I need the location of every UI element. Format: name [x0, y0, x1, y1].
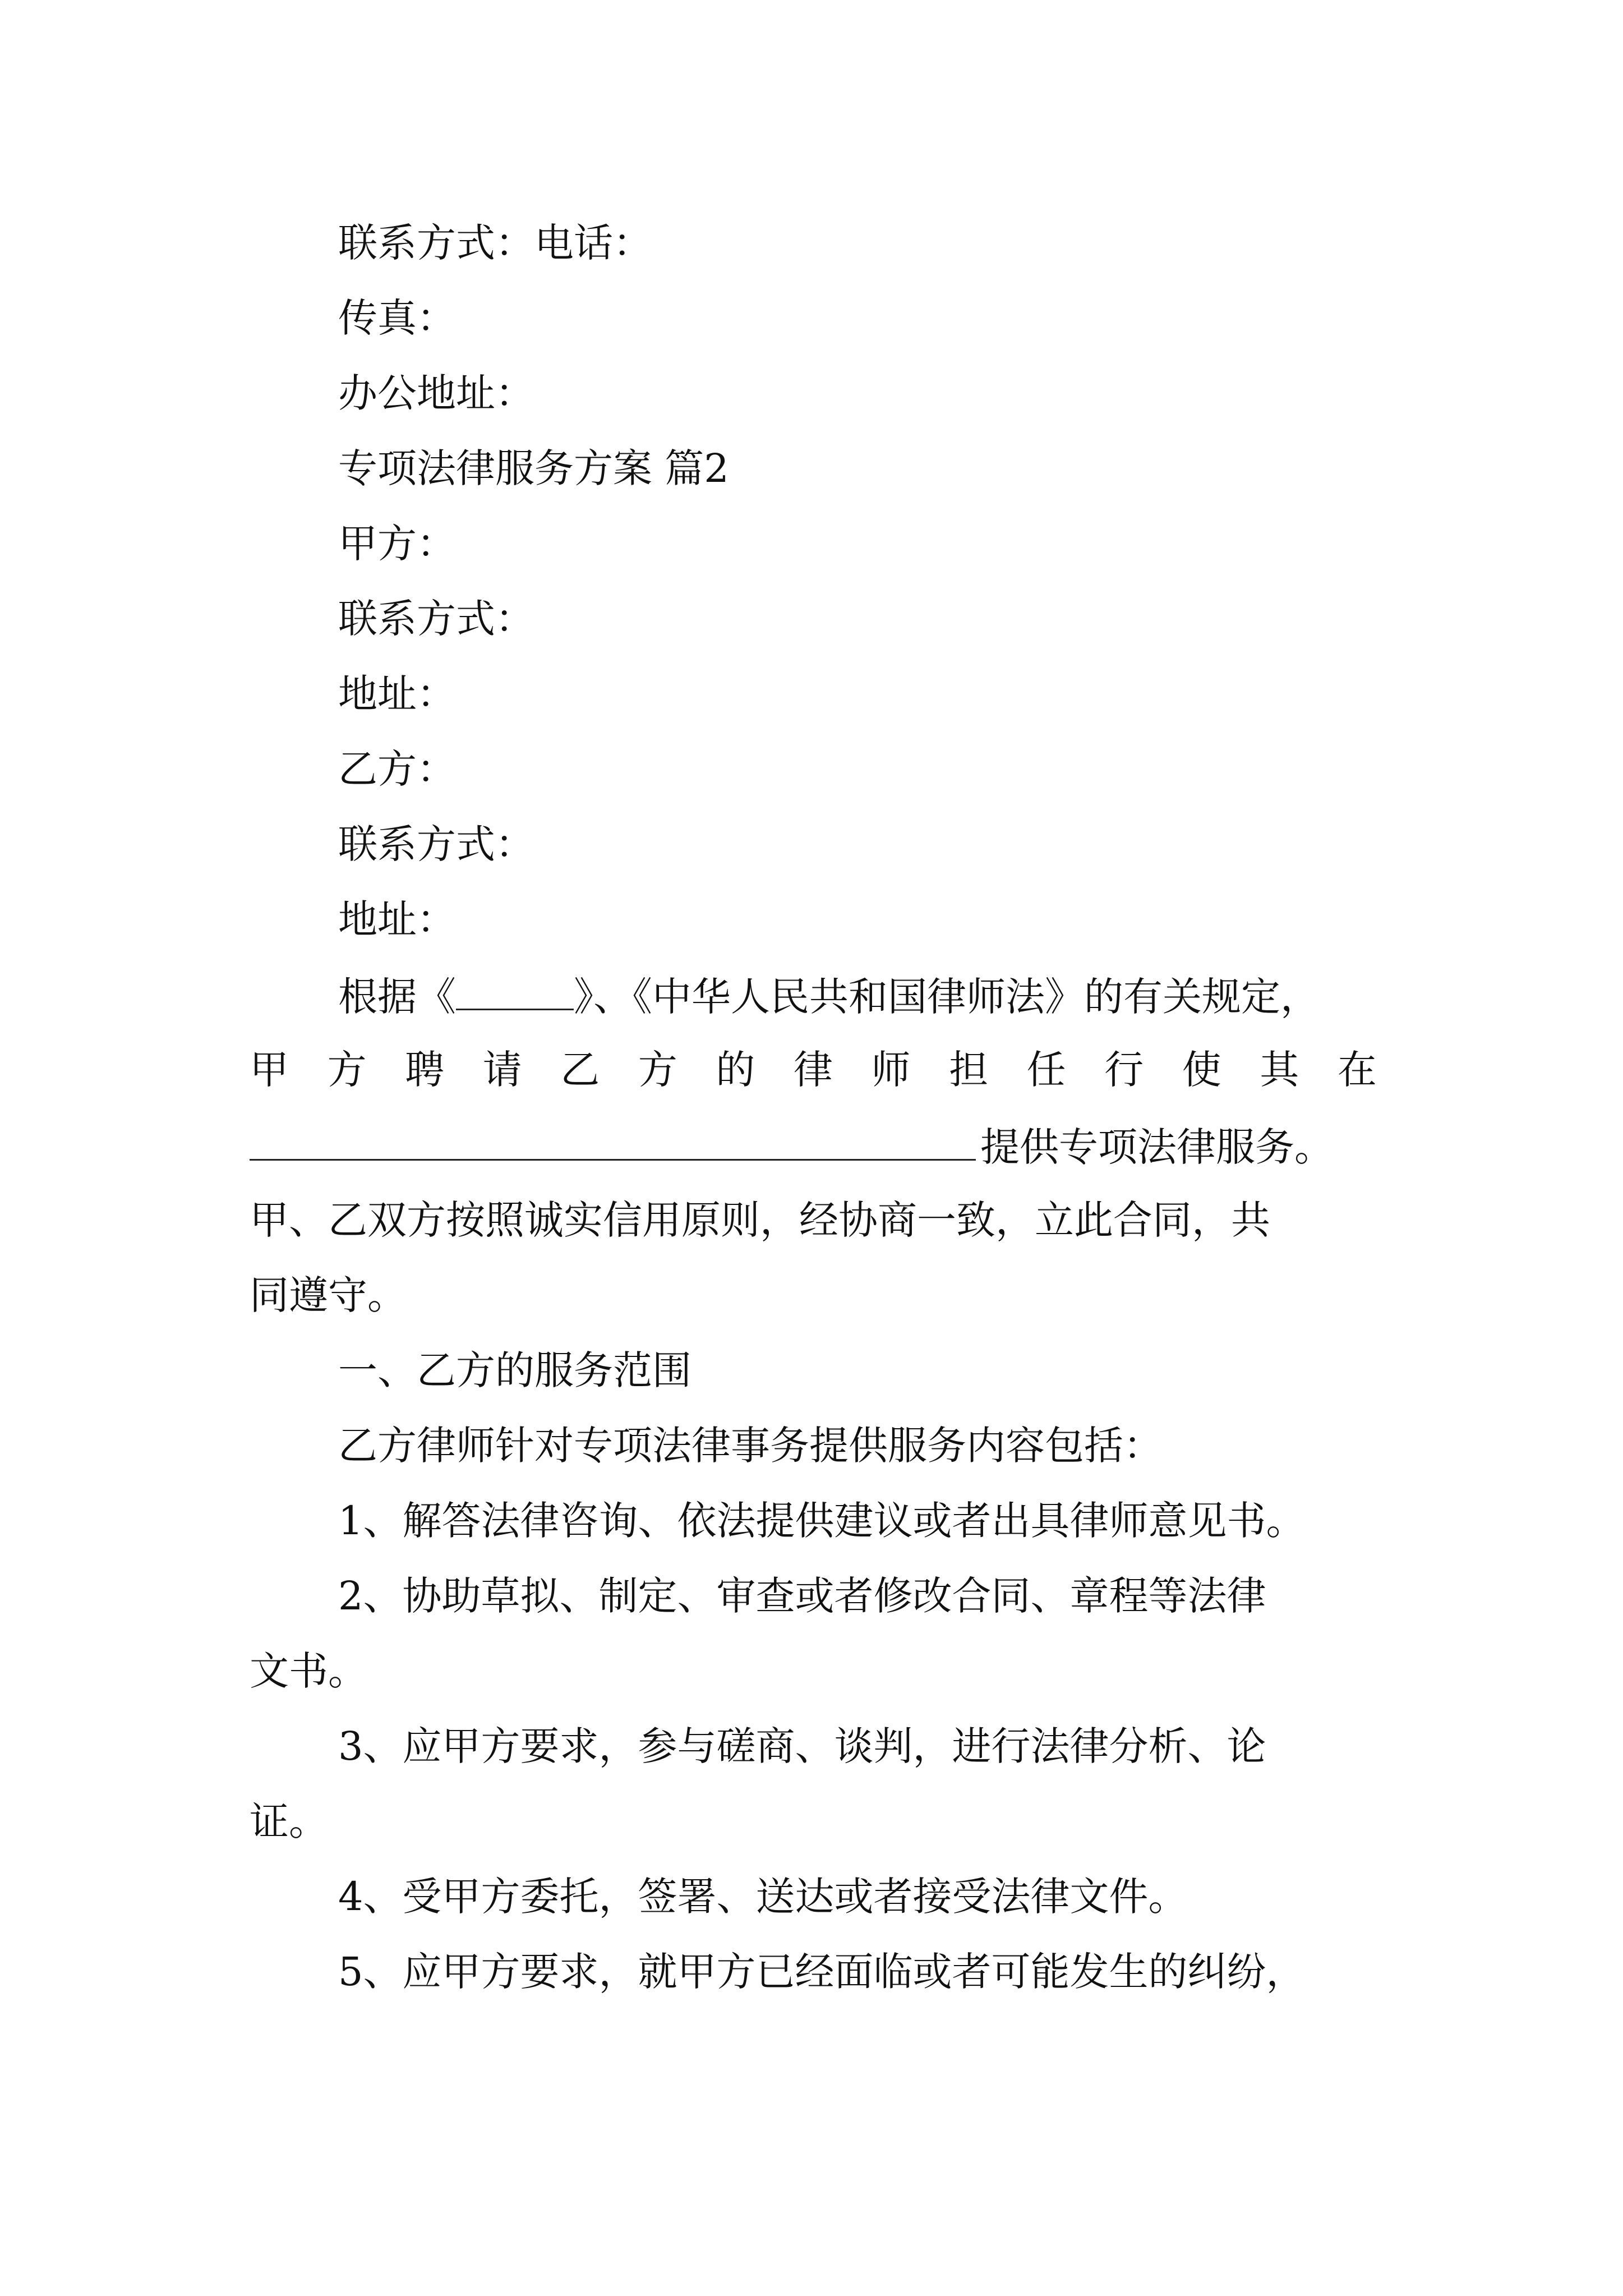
party-b-line: 乙方： — [338, 746, 456, 792]
basis-text-end: 》、《中华人民共和国律师法》的有关规定， — [574, 974, 1320, 1020]
party-b-address-line: 地址： — [338, 896, 456, 942]
list-item-1: 1、解答法律咨询、依法提供建议或者出具律师意见书。 — [338, 1498, 1306, 1544]
justified-char: 乙 — [560, 1047, 600, 1093]
justified-char: 的 — [716, 1047, 755, 1093]
justified-char: 任 — [1026, 1047, 1066, 1093]
agreement-line-1: 甲、乙双方按照诚实信用原则，经协商一致，立此合同，共 — [250, 1197, 1270, 1243]
justified-char: 使 — [1182, 1047, 1221, 1093]
party-b-contact-line: 联系方式： — [338, 821, 534, 867]
justified-char: 其 — [1260, 1047, 1299, 1093]
justified-char: 方 — [327, 1047, 367, 1093]
list-item-4: 4、受甲方委托，签署、送达或者接受法律文件。 — [338, 1874, 1188, 1920]
basis-paragraph-line-2 — [250, 1047, 1377, 1093]
list-item-3-continued: 证。 — [250, 1798, 328, 1844]
service-text: 提供专项法律服务。 — [980, 1124, 1334, 1170]
party-a-address-line: 地址： — [338, 671, 456, 717]
office-address-line: 办公地址： — [338, 370, 534, 416]
section-title: 专项法律服务方案 篇2 — [338, 445, 729, 491]
justified-char: 请 — [482, 1047, 522, 1093]
contact-phone-line: 联系方式：电话： — [338, 220, 652, 266]
justified-char: 甲 — [250, 1047, 289, 1093]
basis-paragraph-line-3 — [250, 1124, 1334, 1170]
justified-char: 行 — [1104, 1047, 1144, 1093]
list-item-5: 5、应甲方要求，就甲方已经面临或者可能发生的纠纷， — [338, 1949, 1306, 1995]
justified-char: 担 — [949, 1047, 989, 1093]
list-item-3: 3、应甲方要求，参与磋商、谈判，进行法律分析、论 — [338, 1723, 1266, 1769]
justified-char: 聘 — [405, 1047, 445, 1093]
justified-char: 方 — [638, 1047, 677, 1093]
party-a-line: 甲方： — [338, 521, 456, 567]
section-heading-service-scope: 一、乙方的服务范围 — [338, 1347, 691, 1393]
justified-char: 律 — [793, 1047, 833, 1093]
service-content-intro: 乙方律师针对专项法律事务提供服务内容包括： — [338, 1423, 1163, 1469]
basis-paragraph-line-1 — [338, 974, 1320, 1020]
agreement-line-2: 同遵守。 — [250, 1272, 407, 1318]
justified-char: 在 — [1337, 1047, 1377, 1093]
list-item-2-continued: 文书。 — [250, 1648, 367, 1694]
justified-char: 师 — [871, 1047, 911, 1093]
service-matter-blank — [250, 1125, 976, 1161]
list-item-2: 2、协助草拟、制定、审查或者修改合同、章程等法律 — [338, 1573, 1266, 1619]
basis-text-start: 根据《 — [338, 974, 456, 1020]
law-name-blank — [456, 975, 574, 1010]
party-a-contact-line: 联系方式： — [338, 596, 534, 642]
fax-line: 传真： — [338, 295, 456, 341]
